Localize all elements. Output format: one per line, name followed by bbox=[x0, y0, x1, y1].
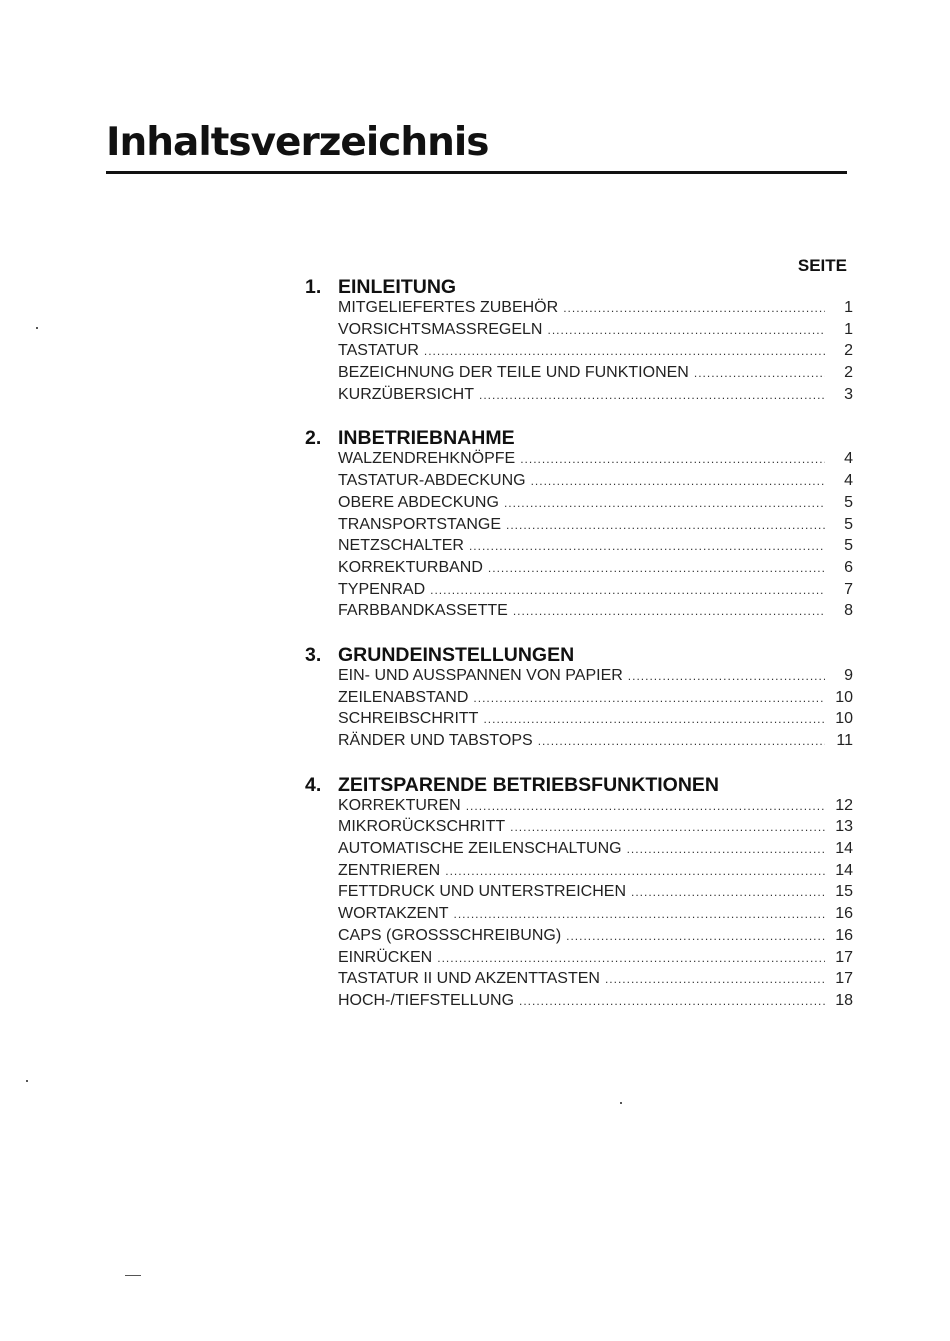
dot-leader bbox=[563, 301, 825, 315]
entry-label: ZEILENABSTAND bbox=[338, 688, 469, 706]
dot-leader bbox=[483, 712, 825, 726]
entry-page-number: 10 bbox=[835, 710, 853, 728]
scan-speck bbox=[620, 1102, 622, 1104]
section-heading bbox=[305, 773, 853, 797]
section-heading bbox=[305, 275, 853, 299]
toc-entry bbox=[338, 450, 853, 472]
entry-label: OBERE ABDECKUNG bbox=[338, 493, 499, 511]
toc-entry bbox=[338, 321, 853, 343]
entry-page-number: 4 bbox=[844, 472, 853, 490]
dot-leader bbox=[504, 496, 825, 510]
dot-leader bbox=[430, 583, 825, 597]
toc-entry bbox=[338, 559, 853, 581]
toc-entry bbox=[338, 299, 853, 321]
title-underline bbox=[106, 171, 847, 174]
entry-label: TYPENRAD bbox=[338, 580, 426, 598]
dot-leader bbox=[479, 388, 825, 402]
entry-label: EIN- UND AUSSPANNEN VON PAPIER bbox=[338, 666, 623, 684]
dot-leader bbox=[538, 734, 825, 748]
section-number: 1. bbox=[305, 276, 322, 298]
entry-page-number: 3 bbox=[844, 385, 853, 403]
dot-leader bbox=[628, 669, 825, 683]
dot-leader bbox=[466, 799, 825, 813]
dot-leader bbox=[547, 323, 825, 337]
toc-entry bbox=[338, 949, 853, 971]
entry-page-number: 1 bbox=[844, 299, 853, 316]
toc-section bbox=[305, 426, 853, 624]
entry-label: AUTOMATISCHE ZEILENSCHALTUNG bbox=[338, 840, 622, 858]
entry-page-number: 5 bbox=[844, 515, 853, 533]
dot-leader bbox=[445, 864, 825, 878]
page-column-header: SEITE bbox=[797, 256, 847, 275]
entry-label: VORSICHTSMASSREGELN bbox=[338, 320, 543, 338]
dot-leader bbox=[488, 561, 825, 575]
toc-entry bbox=[338, 472, 853, 494]
toc-entry bbox=[338, 667, 853, 689]
scan-speck bbox=[26, 1080, 28, 1082]
entry-page-number: 16 bbox=[835, 905, 853, 923]
toc-entry bbox=[338, 992, 853, 1014]
section-number: 4. bbox=[305, 773, 322, 796]
entry-page-number: 11 bbox=[836, 732, 853, 749]
entry-page-number: 15 bbox=[835, 883, 853, 901]
section-number: 3. bbox=[305, 643, 322, 666]
entry-label: NETZSCHALTER bbox=[338, 537, 464, 555]
section-title: INBETRIEBNAHME bbox=[338, 427, 515, 450]
entry-page-number: 2 bbox=[844, 364, 853, 382]
dot-leader bbox=[519, 994, 825, 1008]
entry-label: EINRÜCKEN bbox=[338, 948, 433, 966]
entry-label: KURZÜBERSICHT bbox=[338, 385, 475, 403]
entry-label: ZENTRIEREN bbox=[338, 861, 441, 879]
toc-section bbox=[305, 275, 853, 407]
dot-leader bbox=[520, 452, 825, 466]
entry-page-number: 1 bbox=[844, 320, 853, 338]
entry-label: CAPS (GROSSSCHREIBUNG) bbox=[338, 926, 562, 944]
entry-label: TASTATUR-ABDECKUNG bbox=[338, 472, 526, 490]
section-heading bbox=[305, 426, 853, 450]
section-number: 2. bbox=[305, 427, 322, 450]
entry-label: HOCH-/TIEFSTELLUNG bbox=[338, 991, 515, 1009]
toc-section bbox=[305, 643, 853, 754]
scan-speck bbox=[125, 1275, 141, 1276]
entry-label: KORREKTURBAND bbox=[338, 558, 483, 576]
entry-page-number: 9 bbox=[844, 666, 853, 684]
entry-label: KORREKTUREN bbox=[338, 796, 461, 814]
entry-label: TASTATUR II UND AKZENTTASTEN bbox=[338, 970, 600, 988]
dot-leader bbox=[469, 539, 825, 553]
dot-leader bbox=[454, 907, 825, 921]
toc-entry bbox=[338, 883, 853, 905]
table-of-contents bbox=[305, 275, 853, 1033]
entry-page-number: 10 bbox=[835, 688, 853, 706]
entry-page-number: 16 bbox=[835, 926, 853, 944]
entry-label: MIKRORÜCKSCHRITT bbox=[338, 818, 506, 836]
dot-leader bbox=[510, 820, 825, 834]
entry-page-number: 2 bbox=[844, 342, 853, 360]
toc-entry bbox=[338, 364, 853, 386]
toc-entry bbox=[338, 732, 853, 754]
toc-entry bbox=[338, 386, 853, 408]
section-title: ZEITSPARENDE BETRIEBSFUNKTIONEN bbox=[338, 773, 719, 796]
entry-page-number: 14 bbox=[835, 861, 853, 879]
toc-entry bbox=[338, 797, 853, 819]
entry-page-number: 12 bbox=[835, 796, 853, 814]
toc-entry bbox=[338, 516, 853, 538]
entry-page-number: 8 bbox=[844, 602, 853, 620]
toc-section bbox=[305, 773, 853, 1014]
section-heading bbox=[305, 643, 853, 667]
entry-page-number: 7 bbox=[844, 580, 853, 598]
entry-page-number: 5 bbox=[844, 537, 853, 555]
entry-label: FETTDRUCK UND UNTERSTREICHEN bbox=[338, 883, 626, 901]
section-title: EINLEITUNG bbox=[338, 276, 457, 298]
section-title: GRUNDEINSTELLUNGEN bbox=[338, 643, 575, 666]
entry-label: WALZENDREHKNÖPFE bbox=[338, 450, 516, 468]
toc-entry bbox=[338, 537, 853, 559]
entry-page-number: 18 bbox=[835, 991, 853, 1009]
dot-leader bbox=[694, 366, 825, 380]
toc-entry bbox=[338, 970, 853, 992]
dot-leader bbox=[473, 691, 825, 705]
dot-leader bbox=[513, 604, 825, 618]
dot-leader bbox=[566, 929, 825, 943]
entry-label: WORTAKZENT bbox=[338, 905, 449, 923]
toc-entry bbox=[338, 862, 853, 884]
entry-label: MITGELIEFERTES ZUBEHÖR bbox=[338, 299, 559, 316]
toc-entry bbox=[338, 494, 853, 516]
entry-page-number: 13 bbox=[835, 818, 853, 836]
toc-entry bbox=[338, 840, 853, 862]
dot-leader bbox=[437, 951, 825, 965]
toc-entry bbox=[338, 581, 853, 603]
dot-leader bbox=[424, 344, 825, 358]
entry-label: SCHREIBSCHRITT bbox=[338, 710, 479, 728]
dot-leader bbox=[506, 518, 825, 532]
toc-entry bbox=[338, 602, 853, 624]
toc-entry bbox=[338, 342, 853, 364]
page-title: Inhaltsverzeichnis bbox=[106, 120, 489, 165]
entry-label: TRANSPORTSTANGE bbox=[338, 515, 501, 533]
entry-label: BEZEICHNUNG DER TEILE UND FUNKTIONEN bbox=[338, 364, 689, 382]
entry-page-number: 17 bbox=[835, 970, 853, 988]
dot-leader bbox=[627, 842, 825, 856]
toc-entry bbox=[338, 710, 853, 732]
entry-page-number: 5 bbox=[844, 493, 853, 511]
dot-leader bbox=[531, 474, 825, 488]
scan-speck bbox=[36, 327, 38, 329]
dot-leader bbox=[631, 885, 825, 899]
entry-page-number: 17 bbox=[835, 948, 853, 966]
entry-label: TASTATUR bbox=[338, 342, 419, 360]
dot-leader bbox=[605, 972, 825, 986]
entry-page-number: 14 bbox=[835, 840, 853, 858]
toc-entry bbox=[338, 818, 853, 840]
entry-page-number: 6 bbox=[844, 558, 853, 576]
entry-label: RÄNDER UND TABSTOPS bbox=[338, 732, 533, 749]
toc-entry bbox=[338, 905, 853, 927]
entry-page-number: 4 bbox=[844, 450, 853, 468]
entry-label: FARBBANDKASSETTE bbox=[338, 602, 508, 620]
toc-entry bbox=[338, 927, 853, 949]
toc-entry bbox=[338, 689, 853, 711]
